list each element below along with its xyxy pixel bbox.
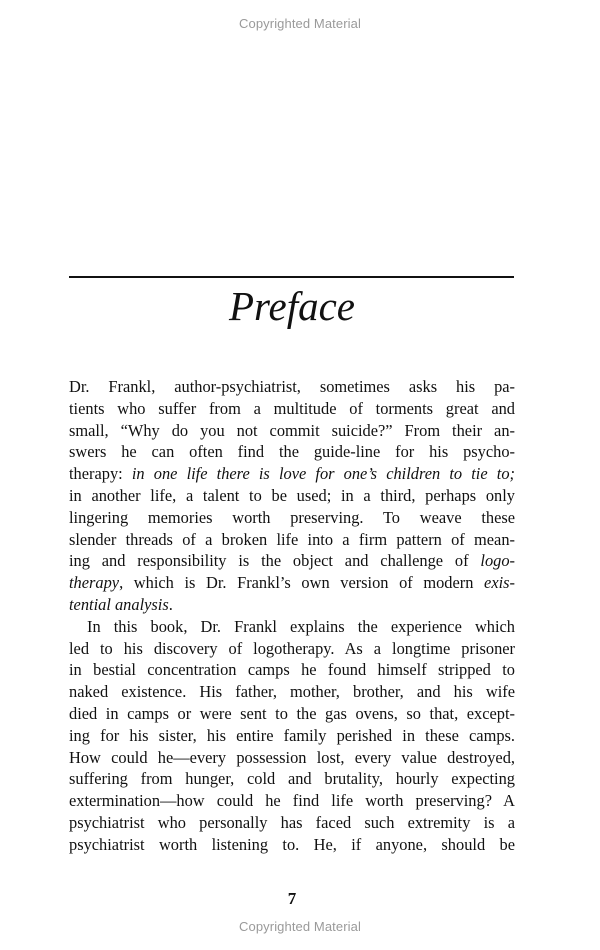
text-line: extermination—how could he find life worth preserving? A — [69, 791, 515, 811]
text-line: in another life, a talent to be used; in a third, perhaps only — [69, 485, 515, 505]
text-line: psychiatrist worth listening to. He, if anyone, should be — [69, 834, 515, 854]
text-line: lingering memories worth preserving. To weave these — [69, 507, 515, 527]
text-line: swers he can often find the guide-line for his psycho- — [69, 442, 515, 462]
text-line: died in camps or were sent to the gas ovens, so that, except- — [69, 703, 515, 723]
copyright-watermark-bottom: Copyrighted Material — [239, 919, 361, 934]
text-line: tential analysis. — [69, 594, 173, 614]
text-line: therapy, which is Dr. Frankl’s own version of modern exis- — [69, 573, 515, 593]
text-line: led to his discovery of logotherapy. As a longtime prisoner — [69, 638, 515, 658]
text-line: therapy: in one life there is love for one’s children to tie to; — [69, 464, 515, 484]
copyright-watermark-top: Copyrighted Material — [239, 16, 361, 31]
page-number: 7 — [287, 889, 297, 908]
page-title: Preface — [229, 283, 355, 329]
text-line: How could he—every possession lost, every value destroyed, — [69, 747, 515, 767]
text-line: suffering from hunger, cold and brutality, hourly expecting — [69, 769, 515, 789]
text-line: small, “Why do you not commit suicide?” From their an- — [69, 420, 515, 440]
text-line: slender threads of a broken life into a firm pattern of mean- — [69, 529, 515, 549]
title-rule — [69, 276, 514, 278]
text-line: tients who suffer from a multitude of torments great and — [69, 398, 515, 418]
text-line: Dr. Frankl, author-psychiatrist, sometimes asks his pa- — [69, 377, 515, 396]
preface-body — [69, 376, 515, 856]
text-line: naked existence. His father, mother, brother, and his wife — [69, 682, 515, 702]
text-line: in bestial concentration camps he found himself stripped to — [69, 660, 515, 680]
text-line: ing and responsibility is the object and challenge of logo- — [69, 551, 515, 571]
text-line: In this book, Dr. Frankl explains the experience which — [87, 616, 515, 636]
text-line: psychiatrist who personally has faced such extremity is a — [69, 812, 515, 832]
text-line: ing for his sister, his entire family perished in these camps. — [69, 725, 515, 745]
